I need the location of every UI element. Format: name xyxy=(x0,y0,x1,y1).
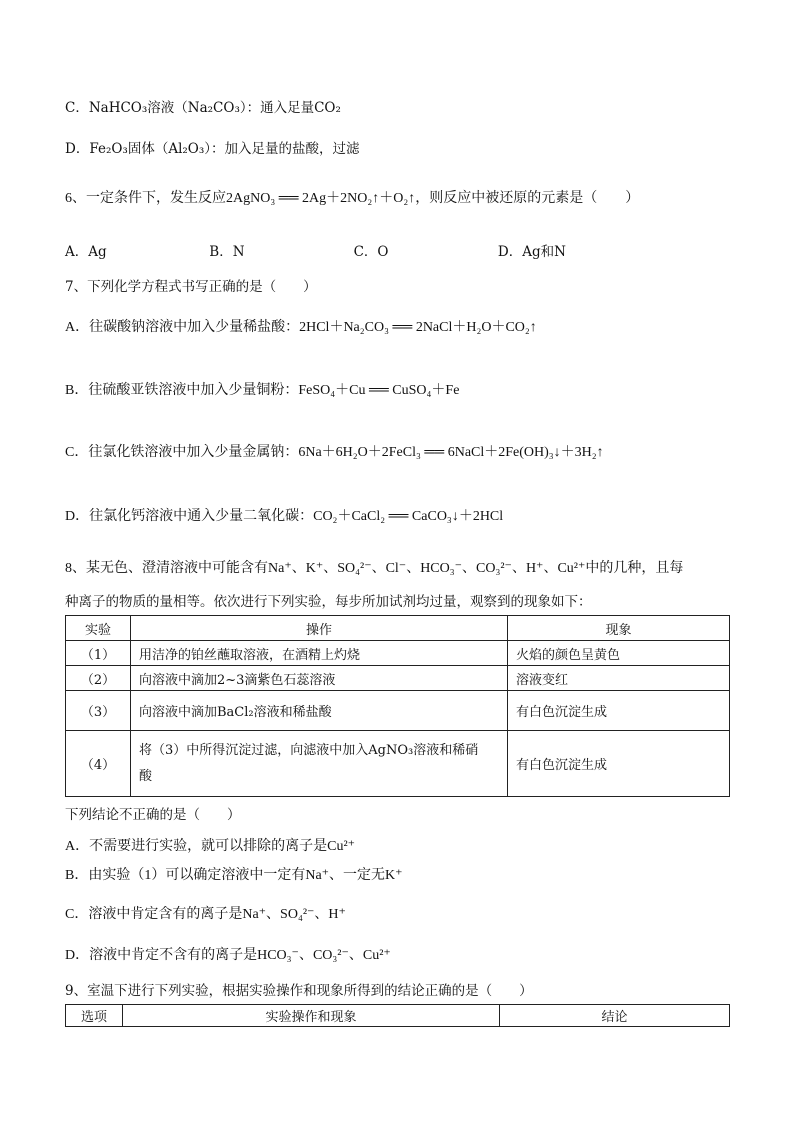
table-row xyxy=(66,641,730,666)
q8-option-a: A．不需要进行实验，就可以排除的离子是Cu²⁺ xyxy=(65,839,356,854)
q7-option-d: D．往氯化钙溶液中通入少量二氧化碳：CO₂＋CaCl₂ ══ CaCO₃↓＋2HCl xyxy=(65,509,504,524)
q9-table xyxy=(65,1004,730,1027)
row-observation: 火焰的颜色呈黄色 xyxy=(508,641,730,666)
table-row xyxy=(66,666,730,691)
col-header-conclusion: 结论 xyxy=(500,1005,730,1027)
q7-option-c: C．往氯化铁溶液中加入少量金属钠：6Na＋6H₂O＋2FeCl₃ ══ 6NaCl＋2Fe(OH)₃↓＋3H₂↑ xyxy=(65,445,604,460)
q6-option-a: A．Ag xyxy=(65,244,107,260)
q8-stem-line2: 种离子的物质的量相等。依次进行下列实验，每步所加试剂均过量，观察到的现象如下： xyxy=(65,594,592,610)
q8-option-b: B．由实验（1）可以确定溶液中一定有Na⁺、一定无K⁺ xyxy=(65,868,403,883)
row-number: （4） xyxy=(66,731,131,797)
q8-option-c: C．溶液中肯定含有的离子是Na⁺、SO₄²⁻、H⁺ xyxy=(65,907,346,922)
q8-option-d: D．溶液中肯定不含有的离子是HCO₃⁻、CO₃²⁻、Cu²⁺ xyxy=(65,948,391,963)
table-row xyxy=(66,731,730,797)
row-operation: 向溶液中滴加2~3滴紫色石蕊溶液 xyxy=(131,666,508,691)
q6-stem: 6、一定条件下，发生反应2AgNO₃ ══ 2Ag＋2NO₂↑＋O₂↑，则反应中被还原的元素是（ ） xyxy=(65,191,640,206)
row-operation: 用洁净的铂丝蘸取溶液，在酒精上灼烧 xyxy=(131,641,508,666)
q5-option-c: C．NaHCO₃溶液（Na₂CO₃）：通入足量CO₂ xyxy=(65,100,341,116)
table-row xyxy=(66,691,730,731)
row-observation: 有白色沉淀生成 xyxy=(508,731,730,797)
row-operation-line1: 将（3）中所得沉淀过滤，向滤液中加入AgNO₃溶液和稀硝 xyxy=(139,742,479,758)
col-header-operation: 操作 xyxy=(131,616,508,641)
col-header-option: 选项 xyxy=(66,1005,123,1027)
row-observation: 有白色沉淀生成 xyxy=(508,691,730,731)
q6-option-b: B．N xyxy=(209,244,245,260)
q7-option-b: B．往硫酸亚铁溶液中加入少量铜粉：FeSO₄＋Cu ══ CuSO₄＋Fe xyxy=(65,383,460,398)
row-operation: 向溶液中滴加BaCl₂溶液和稀盐酸 xyxy=(131,691,508,731)
table-header-row xyxy=(66,616,730,641)
q8-question: 下列结论不正确的是（ ） xyxy=(65,807,241,823)
q6-option-d: D．Ag和N xyxy=(497,244,566,260)
table-header-row xyxy=(66,1005,730,1027)
row-observation: 溶液变红 xyxy=(508,666,730,691)
col-header-operation: 实验操作和现象 xyxy=(123,1005,500,1027)
q9-stem: 9、室温下进行下列实验，根据实验操作和现象所得到的结论正确的是（ ） xyxy=(65,983,533,999)
col-header-experiment: 实验 xyxy=(66,616,131,641)
q8-table xyxy=(65,615,730,797)
col-header-observation: 现象 xyxy=(508,616,730,641)
q7-stem: 7、下列化学方程式书写正确的是（ ） xyxy=(65,279,317,295)
row-number: （3） xyxy=(66,691,131,731)
q5-option-d: D．Fe₂O₃固体（Al₂O₃）：加入足量的盐酸，过滤 xyxy=(65,141,360,157)
q6-options xyxy=(65,242,566,262)
q8-stem-line1: 8、某无色、澄清溶液中可能含有Na⁺、K⁺、SO₄²⁻、Cl⁻、HCO₃⁻、CO₃²⁻、H⁺、Cu²⁺中的几种，且每 xyxy=(65,561,684,576)
row-operation-line2: 酸 xyxy=(139,768,153,784)
q6-option-c: C．O xyxy=(353,244,389,260)
row-number: （1） xyxy=(66,641,131,666)
row-operation xyxy=(131,731,508,797)
row-number: （2） xyxy=(66,666,131,691)
q7-option-a: A．往碳酸钠溶液中加入少量稀盐酸：2HCl＋Na₂CO₃ ══ 2NaCl＋H₂O＋CO₂↑ xyxy=(65,320,537,335)
